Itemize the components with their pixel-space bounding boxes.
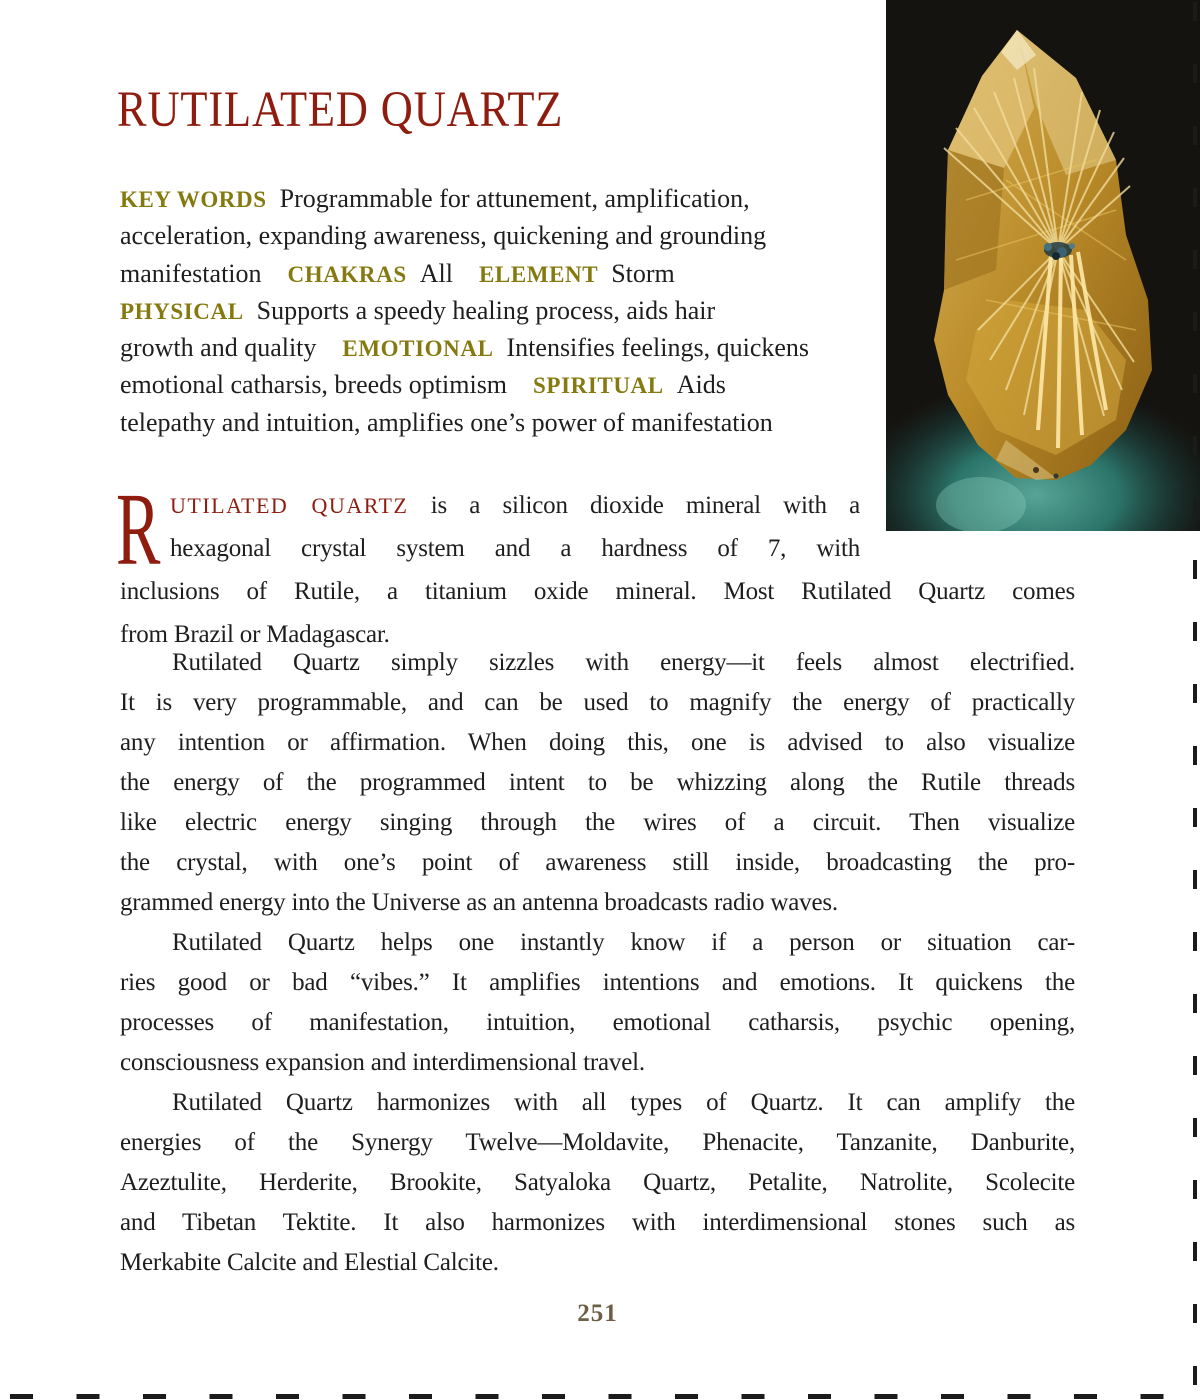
paragraph (120, 1083, 1075, 1283)
attribute-text: manifestation (120, 258, 262, 288)
attribute-label: PHYSICAL (120, 298, 244, 324)
text-line: consciousness expansion and interdimensional travel. (120, 1049, 645, 1076)
text-line: processes of manifestation, intuition, emotional catharsis, psychic opening, (120, 1009, 1075, 1036)
page-edge-marks-bottom (10, 1394, 1192, 1399)
attribute-label: KEY WORDS (120, 187, 267, 212)
crystal-photo (886, 0, 1200, 531)
text-line: Azeztulite, Herderite, Brookite, Satyaloka Quartz, Petalite, Natrolite, Scolecite (120, 1169, 1075, 1196)
text-line: like electric energy singing through the wires of a circuit. Then visualize (120, 809, 1075, 836)
crystal-photo-illustration (886, 0, 1200, 531)
paragraph (120, 923, 1075, 1083)
text-line: ries good or bad “vibes.” It amplifies intentions and emotions. It quickens the (120, 969, 1075, 996)
attribute-text: Storm (611, 258, 675, 288)
text-line: Rutilated Quartz simply sizzles with energy—it feels almost electrified. (172, 649, 1075, 676)
attribute-label: SPIRITUAL (533, 373, 664, 399)
attribute-text: Programmable for attunement, amplification, (279, 184, 750, 213)
attribute-text: Aids (676, 370, 726, 400)
attribute-text: growth and quality (120, 333, 317, 363)
text-line: Rutilated Quartz harmonizes with all types of Quartz. It can amplify the (172, 1089, 1075, 1116)
attribute-text: acceleration, expanding awareness, quickening and grounding (120, 221, 767, 251)
page-edge-marks-right (1193, 2, 1197, 1392)
attribute-text: telepathy and intuition, amplifies one’s power of manifestation (120, 407, 773, 437)
attribute-text: Supports a speedy healing process, aids hair (256, 295, 716, 325)
text-line: UTILATED QUARTZ is a silicon dioxide mineral with a (170, 492, 860, 519)
text-line: hexagonal crystal system and a hardness of 7, with (170, 535, 860, 562)
text-line: the energy of the programmed intent to be whizzing along the Rutile threads (120, 769, 1075, 796)
text-line: from Brazil or Madagascar. (120, 621, 390, 648)
text-line: Rutilated Quartz helps one instantly know if a person or situation car- (172, 929, 1075, 956)
attribute-text: Intensifies feelings, quickens (506, 333, 810, 363)
text-line: inclusions of Rutile, a titanium oxide mineral. Most Rutilated Quartz comes (120, 578, 1075, 605)
page-title: RUTILATED QUARTZ (117, 82, 564, 138)
text-line: energies of the Synergy Twelve—Moldavite, Phenacite, Tanzanite, Danburite, (120, 1129, 1075, 1156)
attribute-text: All (419, 258, 453, 288)
text-line: It is very programmable, and can be used to magnify the energy of practically (120, 689, 1075, 716)
text-line: grammed energy into the Universe as an antenna broadcasts radio waves. (120, 889, 838, 916)
attribute-label: EMOTIONAL (342, 336, 494, 362)
attribute-label: CHAKRAS (287, 261, 407, 287)
page-number: 251 (577, 1300, 618, 1327)
attribute-text: emotional catharsis, breeds optimism (120, 370, 508, 400)
paragraph (120, 643, 1075, 923)
dropcap-letter: R (116, 472, 161, 587)
text-line: Merkabite Calcite and Elestial Calcite. (120, 1249, 499, 1276)
text-line: and Tibetan Tektite. It also harmonizes with interdimensional stones such as (120, 1209, 1075, 1236)
text-line: the crystal, with one’s point of awareness still inside, broadcasting the pro- (120, 849, 1075, 876)
lead-small-caps: UTILATED QUARTZ (170, 493, 409, 518)
attribute-label: ELEMENT (478, 261, 599, 287)
text-line: any intention or affirmation. When doing this, one is advised to also visualize (120, 729, 1075, 756)
